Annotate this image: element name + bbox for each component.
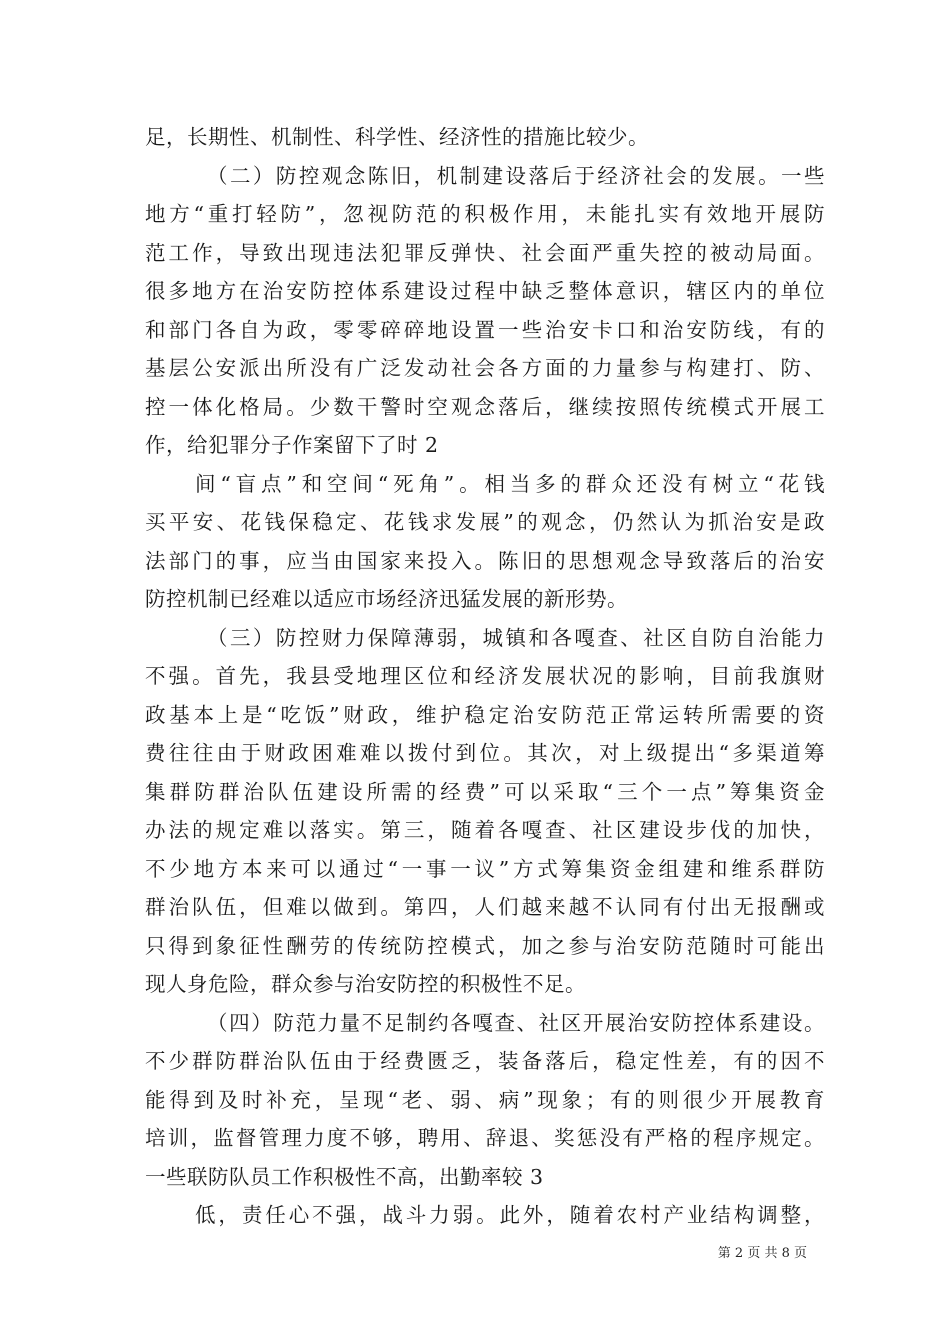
text-line: 能得到及时补充，呈现“老、弱、病”现象；有的则很少开展教育 (145, 1087, 825, 1112)
text-line: 法部门的事，应当由国家来投入。陈旧的思想观念导致落后的治安 (145, 548, 825, 573)
text-line: 低，责任心不强，战斗力弱。此外，随着农村产业结构调整， (195, 1203, 825, 1227)
text-line: 不少地方本来可以通过“一事一议”方式筹集资金组建和维系群防 (145, 856, 825, 881)
text-line: 不强。首先，我县受地理区位和经济发展状况的影响，目前我旗财 (145, 664, 825, 688)
page-number-footer: 第 2 页 共 8 页 (717, 1246, 807, 1261)
text-line: 政基本上是“吃饭”财政，维护稳定治安防范正常运转所需要的资 (145, 702, 825, 727)
text-line: 不少群防群治队伍由于经费匮乏，装备落后，稳定性差，有的因不 (145, 1049, 825, 1073)
section-2-heading-line: （二）防控观念陈旧，机制建设落后于经济社会的发展。一些 (207, 163, 825, 188)
section-3-heading-line: （三）防控财力保障薄弱，城镇和各嘎查、社区自防自治能力 (207, 625, 825, 650)
text-line: 办法的规定难以落实。第三，随着各嘎查、社区建设步伐的加快， (145, 818, 825, 842)
text-line: 很多地方在治安防控体系建设过程中缺乏整体意识，辖区内的单位 (145, 279, 825, 303)
text-line: 群治队伍，但难以做到。第四，人们越来越不认同有付出无报酬或 (145, 895, 825, 919)
section-4-heading-line: （四）防范力量不足制约各嘎查、社区开展治安防控体系建设。 (207, 1010, 825, 1035)
text-line: 足，长期性、机制性、科学性、经济性的措施比较少。 (145, 125, 649, 149)
text-line: 只得到象征性酬劳的传统防控模式，加之参与治安防范随时可能出 (145, 933, 825, 958)
text-line: 范工作，导致出现违法犯罪反弹快、社会面严重失控的被动局面。 (145, 240, 825, 265)
text-line: 控一体化格局。少数干警时空观念落后，继续按照传统模式开展工 (145, 394, 825, 419)
document-body (145, 118, 825, 1235)
text-line: 培训，监督管理力度不够，聘用、辞退、奖惩没有严格的程序规定。 (145, 1126, 825, 1150)
text-line: 地方“重打轻防”，忽视防范的积极作用，未能扎实有效地开展防 (145, 202, 825, 226)
text-line: 一些联防队员工作积极性不高，出勤率较 3 (145, 1164, 544, 1189)
text-line: 和部门各自为政，零零碎碎地设置一些治安卡口和治安防线，有的 (145, 317, 825, 342)
text-line: 现人身危险，群众参与治安防控的积极性不足。 (145, 972, 586, 996)
text-line: 买平安、花钱保稳定、花钱求发展”的观念，仍然认为抓治安是政 (145, 510, 825, 534)
text-line: 作，给犯罪分子作案留下了时 2 (145, 433, 439, 457)
text-line: 防控机制已经难以适应市场经济迅猛发展的新形势。 (145, 587, 628, 611)
text-line: 基层公安派出所没有广泛发动社会各方面的力量参与构建打、防、 (145, 356, 825, 380)
text-line: 集群防群治队伍建设所需的经费”可以采取“三个一点”筹集资金 (145, 779, 825, 804)
text-line: 间“盲点”和空间“死角”。相当多的群众还没有树立“花钱 (195, 471, 825, 496)
text-line: 费往往由于财政困难难以拨付到位。其次，对上级提出“多渠道筹 (145, 741, 825, 765)
